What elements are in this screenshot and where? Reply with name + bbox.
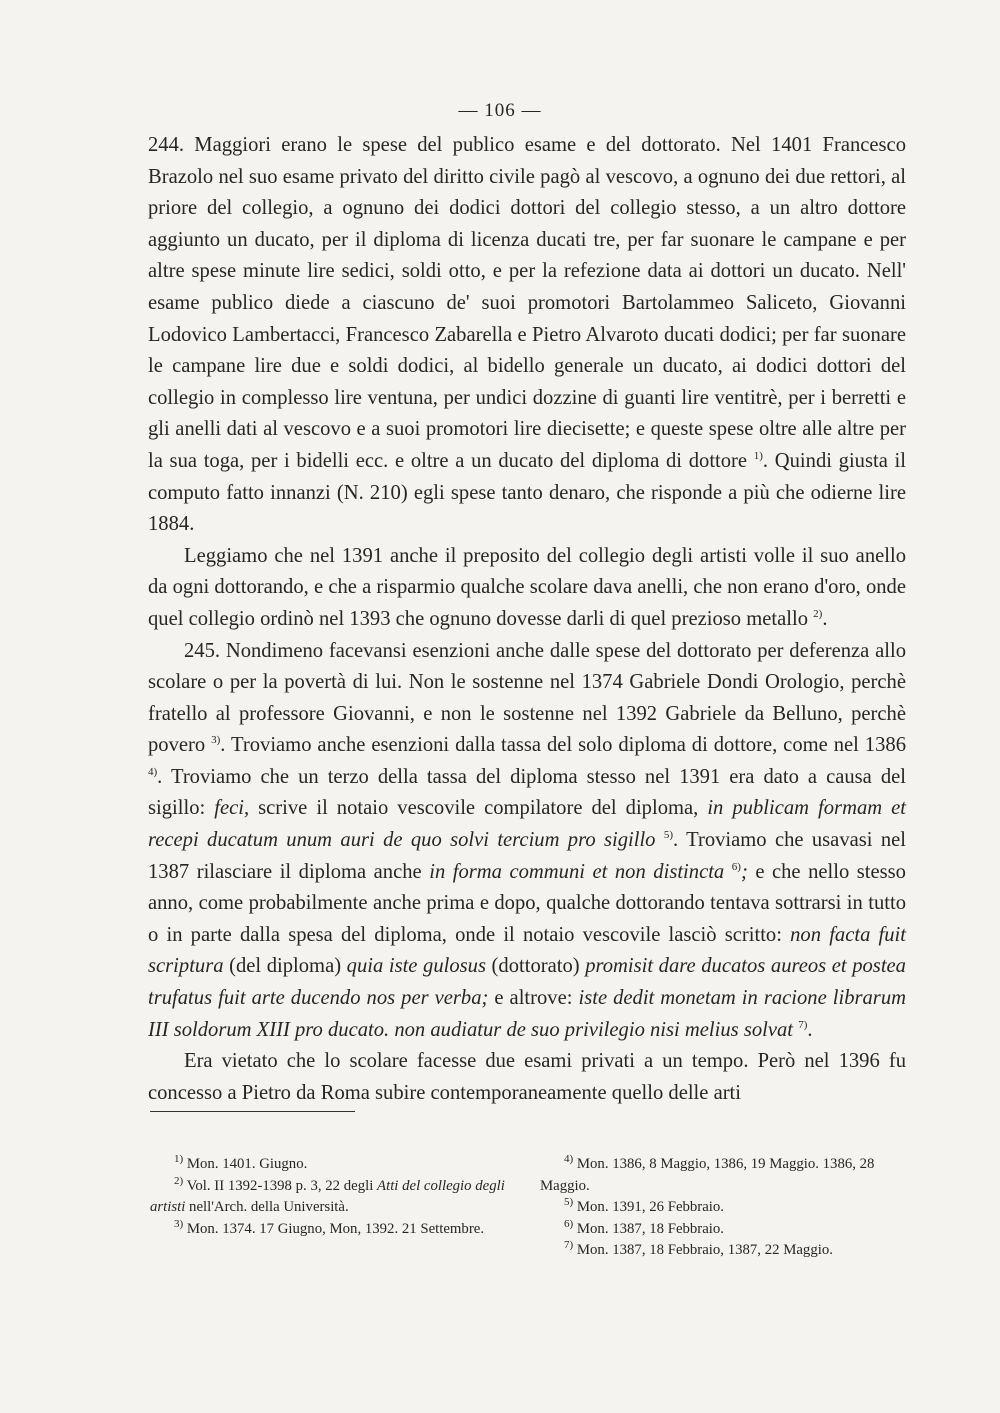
text-run [655,829,663,851]
footnote-marker: 5) [663,829,673,842]
text-run: . Troviamo che usavasi nel 1387 rilasciare il diploma anche [148,829,906,883]
paragraph-p245 [148,636,906,1047]
latin-quotation: Atti del collegio degli artisti [150,1177,505,1215]
latin-quotation: in publicam formam et recepi ducatum unum auri de quo solvi tercium pro sigillo [148,797,906,852]
footnote-marker: 4) [148,766,158,779]
footnote [150,1219,520,1241]
text-run: Mon. 1391, 26 Febbraio. [573,1199,725,1215]
footnote-marker: 3) [211,734,221,747]
text-run: Mon. 1387, 18 Febbraio. [573,1220,725,1237]
footnotes-right-column [540,1154,905,1262]
footnote [540,1154,905,1197]
body-text [148,130,906,1109]
latin-quotation: ; [740,860,748,883]
footnote-marker: 2) [813,608,823,621]
footnotes-left-column [150,1154,520,1240]
paragraph-p244b [148,541,906,636]
footnote-marker: 4) [564,1153,574,1166]
footnote-marker: 7) [798,1018,808,1031]
footnote-separator [150,1111,355,1112]
text-run: e che nello stesso anno, come probabilmente anche prima e dopo, qualche dottorando tentava sottrarsi in tutto o in parte dalla spesa del diploma, onde il notaio vescovile lasciò scritto: [148,860,906,946]
text-run [724,861,732,883]
footnote [150,1154,520,1176]
text-run: . [822,607,828,630]
footnote [540,1219,905,1241]
latin-quotation: promisit dare ducatos aureos et postea trufatus fuit arte ducendo nos per verba; [148,955,906,1010]
paragraph-p244 [148,130,906,541]
footnote-marker: 5) [564,1196,574,1209]
text-run: e altrove: [488,987,579,1010]
footnote [150,1176,520,1219]
footnote-marker: 1) [174,1153,184,1166]
text-run: scrive il notaio vescovile compilatore del diploma, [249,797,708,820]
latin-quotation: feci, [214,797,250,820]
footnote-marker: 6) [564,1217,574,1230]
text-run: . Troviamo che un terzo della tassa del diploma stesso nel 1391 era dato a causa del sigillo: [148,765,906,820]
latin-quotation: iste dedit monetam in racione librarum III soldorum XIII pro ducato. non audiatur de suo privilegio nisi melius solvat [148,987,906,1041]
footnote-marker: 3) [174,1217,184,1230]
footnote-marker: 2) [174,1174,184,1187]
text-run: Leggiamo che nel 1391 anche il preposito del collegio degli artisti volle il suo anello da ogni dottorando, e che a risparmio qualche scolare dava anelli, che non erano d'oro, onde quel collegio ordinò nel 1393 che ognuno dovesse darli di quel prezioso metallo [148,544,906,630]
text-run: . [807,1018,813,1041]
text-run: (del diploma) [223,955,347,978]
text-run: . Quindi giusta il computo fatto innanzi (N. 210) egli spese tanto denaro, che risponde a più che odierne lire 1884. [148,449,906,536]
text-run: nell'Arch. della Università. [185,1199,349,1215]
latin-quotation: in forma communi et non distincta [429,860,725,883]
latin-quotation: quia iste gulosus [346,955,486,978]
text-run: Mon. 1386, 8 Maggio, 1386, 19 Maggio. 1386, 28 Maggio. [540,1156,875,1194]
text-run: Mon. 1387, 18 Febbraio, 1387, 22 Maggio. [573,1242,833,1258]
text-run: Era vietato che lo scolare facesse due esami privati a un tempo. Però nel 1396 fu concesso a Pietro da Roma subire contemporaneamente quello delle arti [148,1050,906,1104]
footnote [540,1240,905,1262]
text-run: Mon. 1374. 17 Giugno, Mon, 1392. 21 Settembre. [183,1220,485,1237]
paragraph-p245b [148,1046,906,1109]
footnote [540,1197,905,1219]
text-run: Mon. 1401. Giugno. [183,1156,308,1172]
footnote-marker: 6) [731,860,741,873]
footnote-marker: 7) [564,1239,574,1252]
latin-quotation: non facta fuit scriptura [148,923,907,978]
text-run: . Troviamo anche esenzioni dalla tassa del solo diploma di dottore, come nel 1386 [220,734,906,757]
text-run: 244. Maggiori erano le spese del publico esame e del dottorato. Nel 1401 Francesco Brazolo nel suo esame privato del diritto civile pagò al vescovo, a ognuno dei due rettori, al priore del collegio, a ognuno dei dodici dottori del collegio stesso, a un altro dottore aggiunto un ducato, per il diploma di licenza ducati tre, per far suonare le campane e per altre spese minute lire sedici, soldi otto, e per la refezione data ai dottori un ducato. Nell' esame publico diede a ciascuno de' suoi promotori Bartolammeo Saliceto, Giovanni Lodovico Lambertacci, Francesco Zabarella e Pietro Alvaroto ducati dodici; per far suonare le campane lire due e soldi dodici, al bidello generale un ducato, ai dodici dottori del collegio in complesso lire ventuna, per undici dozzine di guanti lire ventitrè, per i berretti e gli anelli dati al vescovo e a suoi promotori lire diecisette; e queste spese oltre alle altre per la sua toga, per i bidelli ecc. e oltre a un ducato del diploma di dottore [148,134,906,472]
page-number: — 106 — [458,100,542,121]
footnote-marker: 1) [753,450,763,463]
text-run: 245. Nondimeno facevansi esenzioni anche dalle spese del dottorato per deferenza allo scolare o per la povertà di lui. Non le sostenne nel 1374 Gabriele Dondi Orologio, perchè fratello al professore Giovanni, e non le sostenne nel 1392 Gabriele da Belluno, perchè povero [148,639,906,757]
text-run: (dottorato) [485,955,586,978]
text-run: Vol. II 1392-1398 p. 3, 22 degli [183,1177,378,1194]
